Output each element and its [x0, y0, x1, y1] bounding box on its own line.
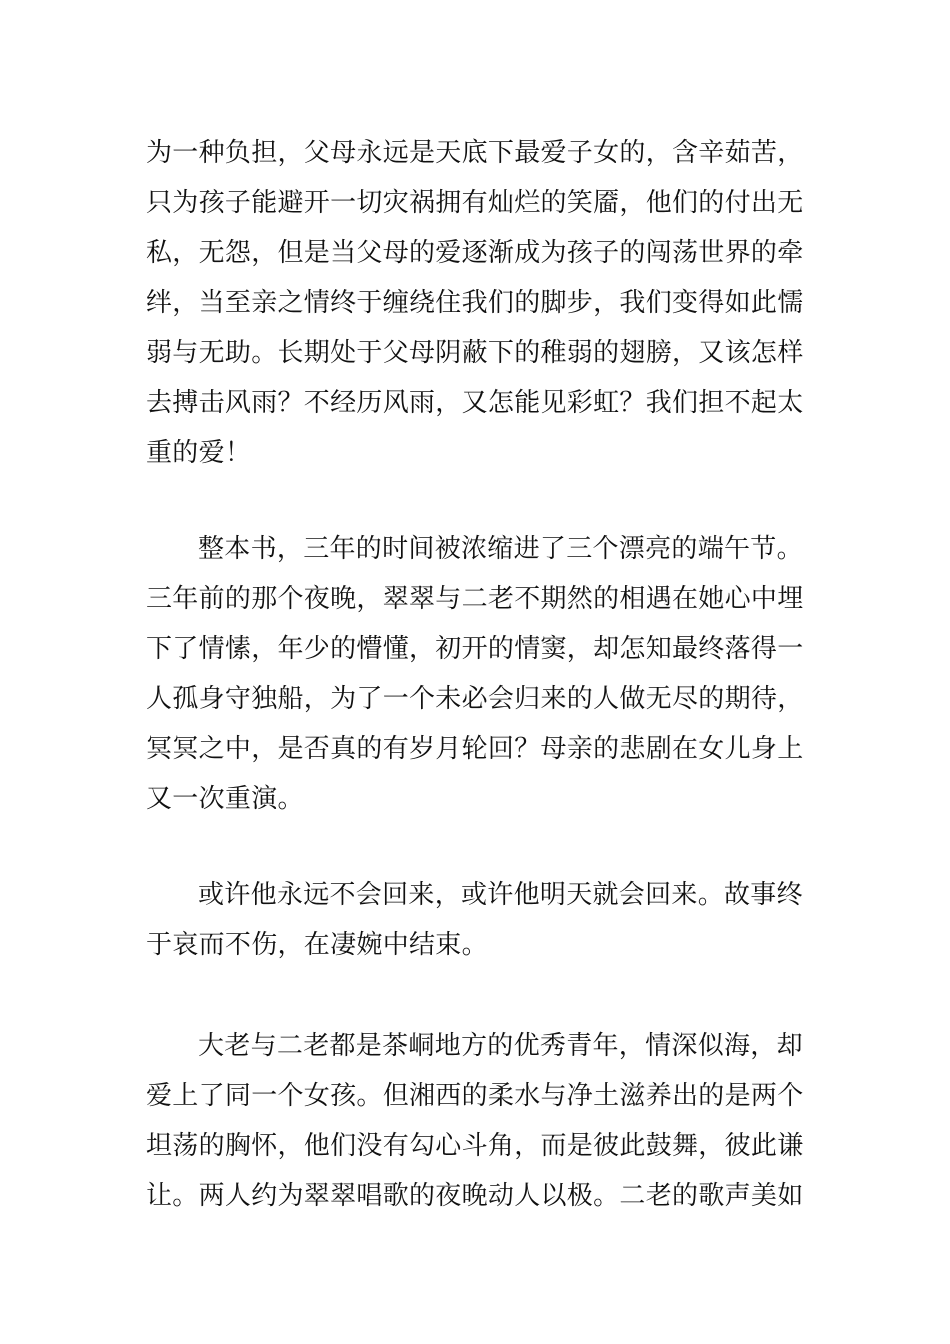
text-line: 三年前的那个夜晚，翠翠与二老不期然的相遇在她心中埋 — [146, 584, 804, 614]
text-line: 爱上了同一个女孩。但湘西的柔水与净土滋养出的是两个 — [146, 1081, 804, 1111]
text-line: 人孤身守独船，为了一个未必会归来的人做无尽的期待， — [146, 684, 804, 714]
text-line: 冥冥之中，是否真的有岁月轮回？母亲的悲剧在女儿身上 — [146, 734, 804, 764]
paragraph-3 — [146, 870, 810, 970]
text-line: 下了情愫，年少的懵懂，初开的情窦，却怎知最终落得一 — [146, 634, 804, 664]
text-line: 或许他永远不会回来，或许他明天就会回来。故事终 — [198, 880, 803, 910]
paragraph-2 — [146, 524, 810, 824]
text-line: 只为孩子能避开一切灾祸拥有灿烂的笑靥，他们的付出无 — [146, 188, 804, 218]
text-line: 整本书，三年的时间被浓缩进了三个漂亮的端午节。 — [198, 534, 803, 564]
text-line: 绊，当至亲之情终于缠绕住我们的脚步，我们变得如此懦 — [146, 288, 804, 318]
text-line: 为一种负担，父母永远是天底下最爱子女的，含辛茹苦， — [146, 138, 804, 168]
text-line: 重的爱！ — [146, 438, 252, 468]
paragraph-4 — [146, 1021, 810, 1221]
text-line: 去搏击风雨？不经历风雨，又怎能见彩虹？我们担不起太 — [146, 388, 804, 418]
text-line: 让。两人约为翠翠唱歌的夜晚动人以极。二老的歌声美如 — [146, 1181, 804, 1211]
text-line: 坦荡的胸怀，他们没有勾心斗角，而是彼此鼓舞，彼此谦 — [146, 1131, 804, 1161]
text-line: 大老与二老都是茶峒地方的优秀青年，情深似海，却 — [198, 1031, 803, 1061]
text-line: 私，无怨，但是当父母的爱逐渐成为孩子的闯荡世界的牵 — [146, 238, 804, 268]
text-line: 又一次重演。 — [146, 784, 304, 814]
paragraph-1 — [146, 128, 810, 478]
text-line: 弱与无助。长期处于父母阴蔽下的稚弱的翅膀，又该怎样 — [146, 338, 804, 368]
text-line: 于哀而不伤，在凄婉中结束。 — [146, 930, 488, 960]
